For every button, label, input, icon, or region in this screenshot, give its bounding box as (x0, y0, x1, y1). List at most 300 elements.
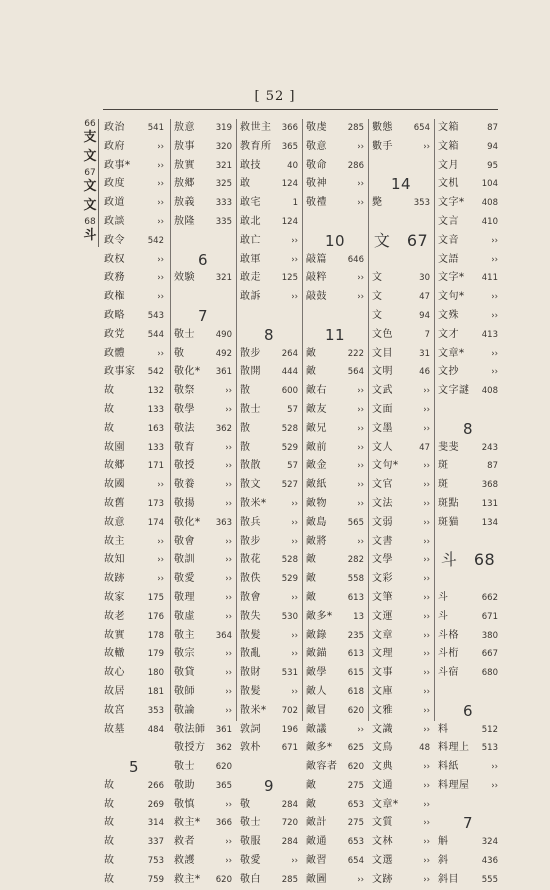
entry-page-ref: ›› (157, 536, 164, 547)
index-entry (104, 833, 164, 852)
entry-page-ref: ›› (491, 235, 498, 246)
entry-page-ref: ›› (291, 254, 298, 265)
entry-headword: 文武 (372, 385, 393, 397)
index-entry (174, 382, 232, 401)
index-entry (174, 175, 232, 194)
section-heading (438, 814, 498, 833)
index-entry (174, 702, 232, 721)
side-index-radical: 斗 (83, 228, 97, 243)
index-entry (438, 157, 498, 176)
entry-headword: 文言 (438, 215, 459, 227)
index-entry (240, 702, 298, 721)
index-entry (104, 382, 164, 401)
entry-headword: 文官 (372, 479, 393, 491)
entry-headword: 敬授 (174, 460, 195, 472)
entry-headword: 敦詞 (240, 723, 261, 735)
index-entry (438, 382, 498, 401)
entry-headword: 敵錨 (306, 648, 327, 660)
entry-headword: 散財 (240, 667, 261, 679)
entry-headword: 料紙 (438, 761, 459, 773)
index-entry (438, 608, 498, 627)
section-heading (306, 326, 364, 345)
entry-headword: 斑 (438, 479, 449, 491)
entry-page-ref: 558 (347, 574, 364, 585)
index-entry (438, 495, 498, 514)
entry-headword: 政體 (104, 347, 125, 359)
entry-headword: 敲鼓 (306, 291, 327, 303)
index-entry (240, 119, 298, 138)
entry-headword: 散會 (240, 591, 261, 603)
index-entry (174, 119, 232, 138)
index-entry (372, 814, 430, 833)
index-entry (372, 683, 430, 702)
entry-headword: 文 (372, 272, 383, 284)
entry-headword: 敵 (306, 366, 317, 378)
entry-headword: 斗 (438, 610, 449, 622)
entry-page-ref: 646 (347, 254, 364, 265)
entry-page-ref: 530 (281, 611, 298, 622)
entry-page-ref: 364 (215, 630, 232, 641)
entry-headword: 文書 (372, 535, 393, 547)
index-entry (306, 345, 364, 364)
entry-headword: 文運 (372, 610, 393, 622)
entry-headword: 敢亡 (240, 234, 261, 246)
entry-page-ref: 653 (347, 799, 364, 810)
entry-page-ref: ›› (291, 292, 298, 303)
entry-page-ref: 408 (481, 386, 498, 397)
index-entry (240, 608, 298, 627)
index-entry (174, 608, 232, 627)
entry-headword: 敬師 (174, 685, 195, 697)
index-entry (240, 232, 298, 251)
spacer (174, 232, 232, 251)
section-heading (240, 777, 298, 796)
section-heading (306, 232, 364, 251)
index-entry (306, 645, 364, 664)
entry-headword: 文雅 (372, 704, 393, 716)
entry-page-ref: 671 (481, 611, 498, 622)
entry-page-ref: ›› (423, 423, 430, 434)
entry-page-ref: 196 (281, 724, 298, 735)
side-index-radical: 支 (83, 130, 97, 145)
entry-page-ref: 492 (215, 348, 232, 359)
entry-page-ref: 333 (215, 198, 232, 209)
index-entry (104, 664, 164, 683)
entry-headword: 斛 (438, 836, 449, 848)
entry-page-ref: 95 (487, 160, 498, 171)
entry-page-ref: 285 (281, 874, 298, 885)
entry-headword: 敵紙 (306, 479, 327, 491)
entry-page-ref: 47 (419, 292, 430, 303)
index-entry (174, 326, 232, 345)
entry-page-ref: ›› (225, 668, 232, 679)
entry-headword: 文字* (438, 197, 465, 209)
entry-page-ref: ›› (291, 649, 298, 660)
entry-page-ref: ›› (357, 386, 364, 397)
column-divider (170, 119, 171, 721)
index-entry (372, 627, 430, 646)
index-entry (240, 721, 298, 740)
entry-page-ref: ›› (225, 686, 232, 697)
entry-headword: 故園 (104, 441, 125, 453)
entry-page-ref: 282 (347, 555, 364, 566)
section-heading-text: 6 (462, 701, 474, 720)
entry-headword: 散髪 (240, 685, 261, 697)
entry-page-ref: 654 (347, 856, 364, 867)
entry-page-ref: 662 (481, 592, 498, 603)
index-entry (438, 119, 498, 138)
entry-headword: 故家 (104, 591, 125, 603)
entry-headword: 敬論 (174, 704, 195, 716)
index-entry (240, 814, 298, 833)
entry-headword: 救主* (174, 817, 201, 829)
index-entry (240, 533, 298, 552)
entry-page-ref: ›› (423, 649, 430, 660)
entry-page-ref: 30 (419, 273, 430, 284)
entry-page-ref: 411 (481, 273, 498, 284)
entry-headword: 敢宅 (240, 197, 261, 209)
index-entry (372, 439, 430, 458)
index-entry (174, 269, 232, 288)
index-entry (372, 777, 430, 796)
entry-page-ref: 46 (419, 367, 430, 378)
index-entry (438, 194, 498, 213)
index-entry (104, 814, 164, 833)
entry-headword: 敬育 (174, 441, 195, 453)
entry-page-ref: ›› (423, 536, 430, 547)
entry-page-ref: ›› (225, 498, 232, 509)
index-entry (306, 551, 364, 570)
entry-page-ref: ›› (491, 292, 498, 303)
index-entry (306, 814, 364, 833)
index-entry (372, 871, 430, 890)
entry-headword: 故主 (104, 535, 125, 547)
entry-headword: 文才 (438, 328, 459, 340)
entry-page-ref: 529 (281, 442, 298, 453)
entry-headword: 斑 (438, 460, 449, 472)
entry-headword: 斗宿 (438, 667, 459, 679)
index-entry (372, 326, 430, 345)
entry-page-ref: ›› (157, 141, 164, 152)
index-entry (438, 307, 498, 326)
index-entry (174, 363, 232, 382)
index-entry (306, 138, 364, 157)
entry-page-ref: 87 (487, 461, 498, 472)
entry-headword: 救主* (174, 873, 201, 885)
index-column-5 (372, 119, 430, 890)
entry-page-ref: 362 (215, 743, 232, 754)
index-entry (438, 439, 498, 458)
page-number: [ 52 ] (254, 89, 296, 104)
index-entry (306, 664, 364, 683)
entry-headword: 故國 (104, 479, 125, 491)
side-index-number: 66 (84, 119, 96, 129)
index-entry (438, 326, 498, 345)
section-heading-text: 斗 68 (440, 550, 496, 570)
entry-page-ref: 321 (215, 273, 232, 284)
entry-page-ref: ›› (357, 498, 364, 509)
entry-headword: 文音 (438, 234, 459, 246)
index-entry (240, 796, 298, 815)
entry-page-ref: 702 (281, 705, 298, 716)
entry-page-ref: ›› (423, 762, 430, 773)
index-entry (438, 664, 498, 683)
spacer (306, 307, 364, 326)
index-entry (372, 758, 430, 777)
entry-page-ref: 222 (347, 348, 364, 359)
index-entry (104, 157, 164, 176)
entry-headword: 故意 (104, 516, 125, 528)
entry-page-ref: ›› (423, 799, 430, 810)
section-heading-text: 8 (462, 419, 474, 438)
entry-headword: 散 (240, 385, 251, 397)
index-entry (240, 495, 298, 514)
entry-page-ref: ›› (423, 592, 430, 603)
entry-headword: 文句* (372, 460, 399, 472)
index-entry (104, 439, 164, 458)
entry-headword: 敵議 (306, 723, 327, 735)
entry-headword: 敬虔 (306, 122, 327, 133)
entry-page-ref: ›› (225, 611, 232, 622)
spacer (306, 213, 364, 232)
entry-page-ref: ›› (157, 574, 164, 585)
index-entry (104, 702, 164, 721)
index-entry (174, 683, 232, 702)
index-entry (174, 345, 232, 364)
entry-page-ref: ›› (157, 216, 164, 227)
entry-page-ref: ›› (357, 292, 364, 303)
entry-page-ref: ›› (225, 461, 232, 472)
index-entry (372, 589, 430, 608)
spacer (438, 401, 498, 420)
entry-headword: 料理屋 (438, 779, 470, 791)
entry-headword: 故 (104, 779, 115, 791)
spacer (240, 758, 298, 777)
column-divider (434, 119, 435, 721)
index-entry (306, 495, 364, 514)
entry-page-ref: 444 (281, 367, 298, 378)
entry-headword: 政務 (104, 272, 125, 284)
entry-headword: 敵 (306, 554, 317, 566)
index-entry (372, 138, 430, 157)
index-entry (240, 345, 298, 364)
entry-page-ref: ›› (291, 235, 298, 246)
entry-headword: 斑猫 (438, 516, 459, 528)
entry-headword: 故舊 (104, 497, 125, 509)
index-entry (438, 213, 498, 232)
entry-headword: 散兵 (240, 516, 261, 528)
index-entry (174, 138, 232, 157)
entry-page-ref: 320 (215, 141, 232, 152)
entry-page-ref: ›› (291, 592, 298, 603)
index-entry (306, 570, 364, 589)
entry-page-ref: 408 (481, 198, 498, 209)
entry-page-ref: 324 (481, 837, 498, 848)
entry-headword: 敬禮 (306, 197, 327, 209)
index-entry (240, 157, 298, 176)
entry-page-ref: 286 (347, 160, 364, 171)
index-entry (240, 683, 298, 702)
entry-headword: 敢訴 (240, 291, 261, 303)
entry-headword: 敵右 (306, 385, 327, 397)
side-index-entry (82, 149, 98, 164)
entry-page-ref: ›› (225, 480, 232, 491)
entry-page-ref: 512 (481, 724, 498, 735)
index-entry (306, 739, 364, 758)
entry-page-ref: ›› (225, 649, 232, 660)
index-entry (438, 589, 498, 608)
entry-headword: 敵兄 (306, 422, 327, 434)
entry-page-ref: 131 (481, 498, 498, 509)
index-entry (240, 627, 298, 646)
entry-page-ref: 284 (281, 837, 298, 848)
entry-headword: 散米* (240, 704, 267, 716)
entry-page-ref: ›› (357, 423, 364, 434)
spacer (104, 739, 164, 758)
index-entry (240, 457, 298, 476)
entry-headword: 敬 (174, 347, 185, 359)
entry-headword: 故墓 (104, 723, 125, 735)
entry-page-ref: 275 (347, 780, 364, 791)
index-entry (104, 627, 164, 646)
index-entry (240, 476, 298, 495)
index-entry (372, 551, 430, 570)
entry-page-ref: 366 (215, 818, 232, 829)
entry-page-ref: 363 (215, 517, 232, 528)
entry-headword: 文人 (372, 441, 393, 453)
entry-page-ref: ›› (225, 536, 232, 547)
entry-page-ref: 365 (215, 780, 232, 791)
entry-headword: 敬訓 (174, 554, 195, 566)
index-entry (240, 664, 298, 683)
entry-headword: 敬 (240, 798, 251, 810)
entry-headword: 斑點 (438, 497, 459, 509)
entry-headword: 文林 (372, 836, 393, 848)
index-entry (240, 551, 298, 570)
index-entry (174, 157, 232, 176)
side-index-entry (82, 217, 98, 243)
entry-page-ref: ›› (423, 480, 430, 491)
index-entry (174, 533, 232, 552)
index-entry (372, 194, 430, 213)
index-entry (104, 852, 164, 871)
entry-headword: 斗桁 (438, 648, 459, 660)
entry-headword: 敵人 (306, 685, 327, 697)
side-index-entry (82, 119, 98, 145)
section-heading-text: 14 (390, 175, 412, 194)
entry-page-ref: ›› (357, 198, 364, 209)
entry-headword: 文識 (372, 723, 393, 735)
index-entry (240, 514, 298, 533)
entry-headword: 敵習 (306, 855, 327, 867)
entry-page-ref: 325 (215, 179, 232, 190)
entry-headword: 文箱 (438, 122, 459, 133)
entry-headword: 敵將 (306, 535, 327, 547)
index-entry (240, 833, 298, 852)
entry-page-ref: 600 (281, 386, 298, 397)
index-entry (174, 645, 232, 664)
entry-page-ref: ›› (357, 536, 364, 547)
entry-headword: 文色 (372, 328, 393, 340)
entry-page-ref: ›› (491, 762, 498, 773)
entry-headword: 敵 (306, 779, 317, 791)
index-entry (438, 739, 498, 758)
entry-headword: 敬愛 (240, 855, 261, 867)
entry-page-ref: ›› (423, 555, 430, 566)
index-entry (306, 457, 364, 476)
entry-page-ref: 125 (281, 273, 298, 284)
index-entry (174, 758, 232, 777)
index-entry (104, 683, 164, 702)
index-entry (104, 570, 164, 589)
entry-page-ref: 133 (147, 442, 164, 453)
entry-page-ref: 335 (215, 216, 232, 227)
entry-headword: 敬法師 (174, 723, 206, 735)
entry-page-ref: ›› (357, 480, 364, 491)
entry-headword: 敖義 (174, 197, 195, 209)
entry-page-ref: 48 (419, 743, 430, 754)
entry-headword: 敬白 (240, 873, 261, 885)
entry-headword: 敵金 (306, 460, 327, 472)
section-heading (438, 420, 498, 439)
index-entry (372, 702, 430, 721)
index-entry (174, 777, 232, 796)
spacer (174, 288, 232, 307)
entry-headword: 政権 (104, 291, 125, 303)
entry-headword: 敬士 (240, 817, 261, 829)
entry-headword: 料 (438, 723, 449, 735)
entry-page-ref: 124 (281, 216, 298, 227)
entry-page-ref: ›› (423, 461, 430, 472)
entry-page-ref: 31 (419, 348, 430, 359)
index-entry (372, 119, 430, 138)
entry-headword: 文彩 (372, 573, 393, 585)
index-entry (240, 251, 298, 270)
entry-page-ref: ›› (491, 310, 498, 321)
entry-headword: 文理 (372, 648, 393, 660)
index-entry (372, 645, 430, 664)
entry-headword: 敬意 (306, 140, 327, 152)
entry-page-ref: ›› (157, 273, 164, 284)
entry-headword: 故郷 (104, 460, 125, 472)
index-entry (104, 288, 164, 307)
entry-page-ref: 753 (147, 856, 164, 867)
index-entry (372, 307, 430, 326)
entry-headword: 敬士 (174, 328, 195, 340)
entry-headword: 敖隆 (174, 215, 195, 227)
entry-headword: 文字謎 (438, 385, 470, 397)
entry-headword: 敬養 (174, 479, 195, 491)
spacer (438, 533, 498, 552)
index-entry (306, 702, 364, 721)
entry-headword: 敬揚 (174, 497, 195, 509)
index-entry (104, 608, 164, 627)
entry-headword: 散 (240, 422, 251, 434)
index-entry (372, 288, 430, 307)
entry-headword: 散 (240, 441, 251, 453)
section-heading-text: 8 (263, 325, 275, 344)
entry-page-ref: ›› (423, 818, 430, 829)
index-entry (306, 833, 364, 852)
entry-page-ref: 543 (147, 310, 164, 321)
entry-page-ref: 613 (347, 592, 364, 603)
entry-page-ref: ›› (291, 498, 298, 509)
entry-page-ref: 368 (481, 480, 498, 491)
index-entry (174, 194, 232, 213)
entry-headword: 文面 (372, 403, 393, 415)
index-entry (240, 175, 298, 194)
entry-page-ref: 620 (347, 762, 364, 773)
